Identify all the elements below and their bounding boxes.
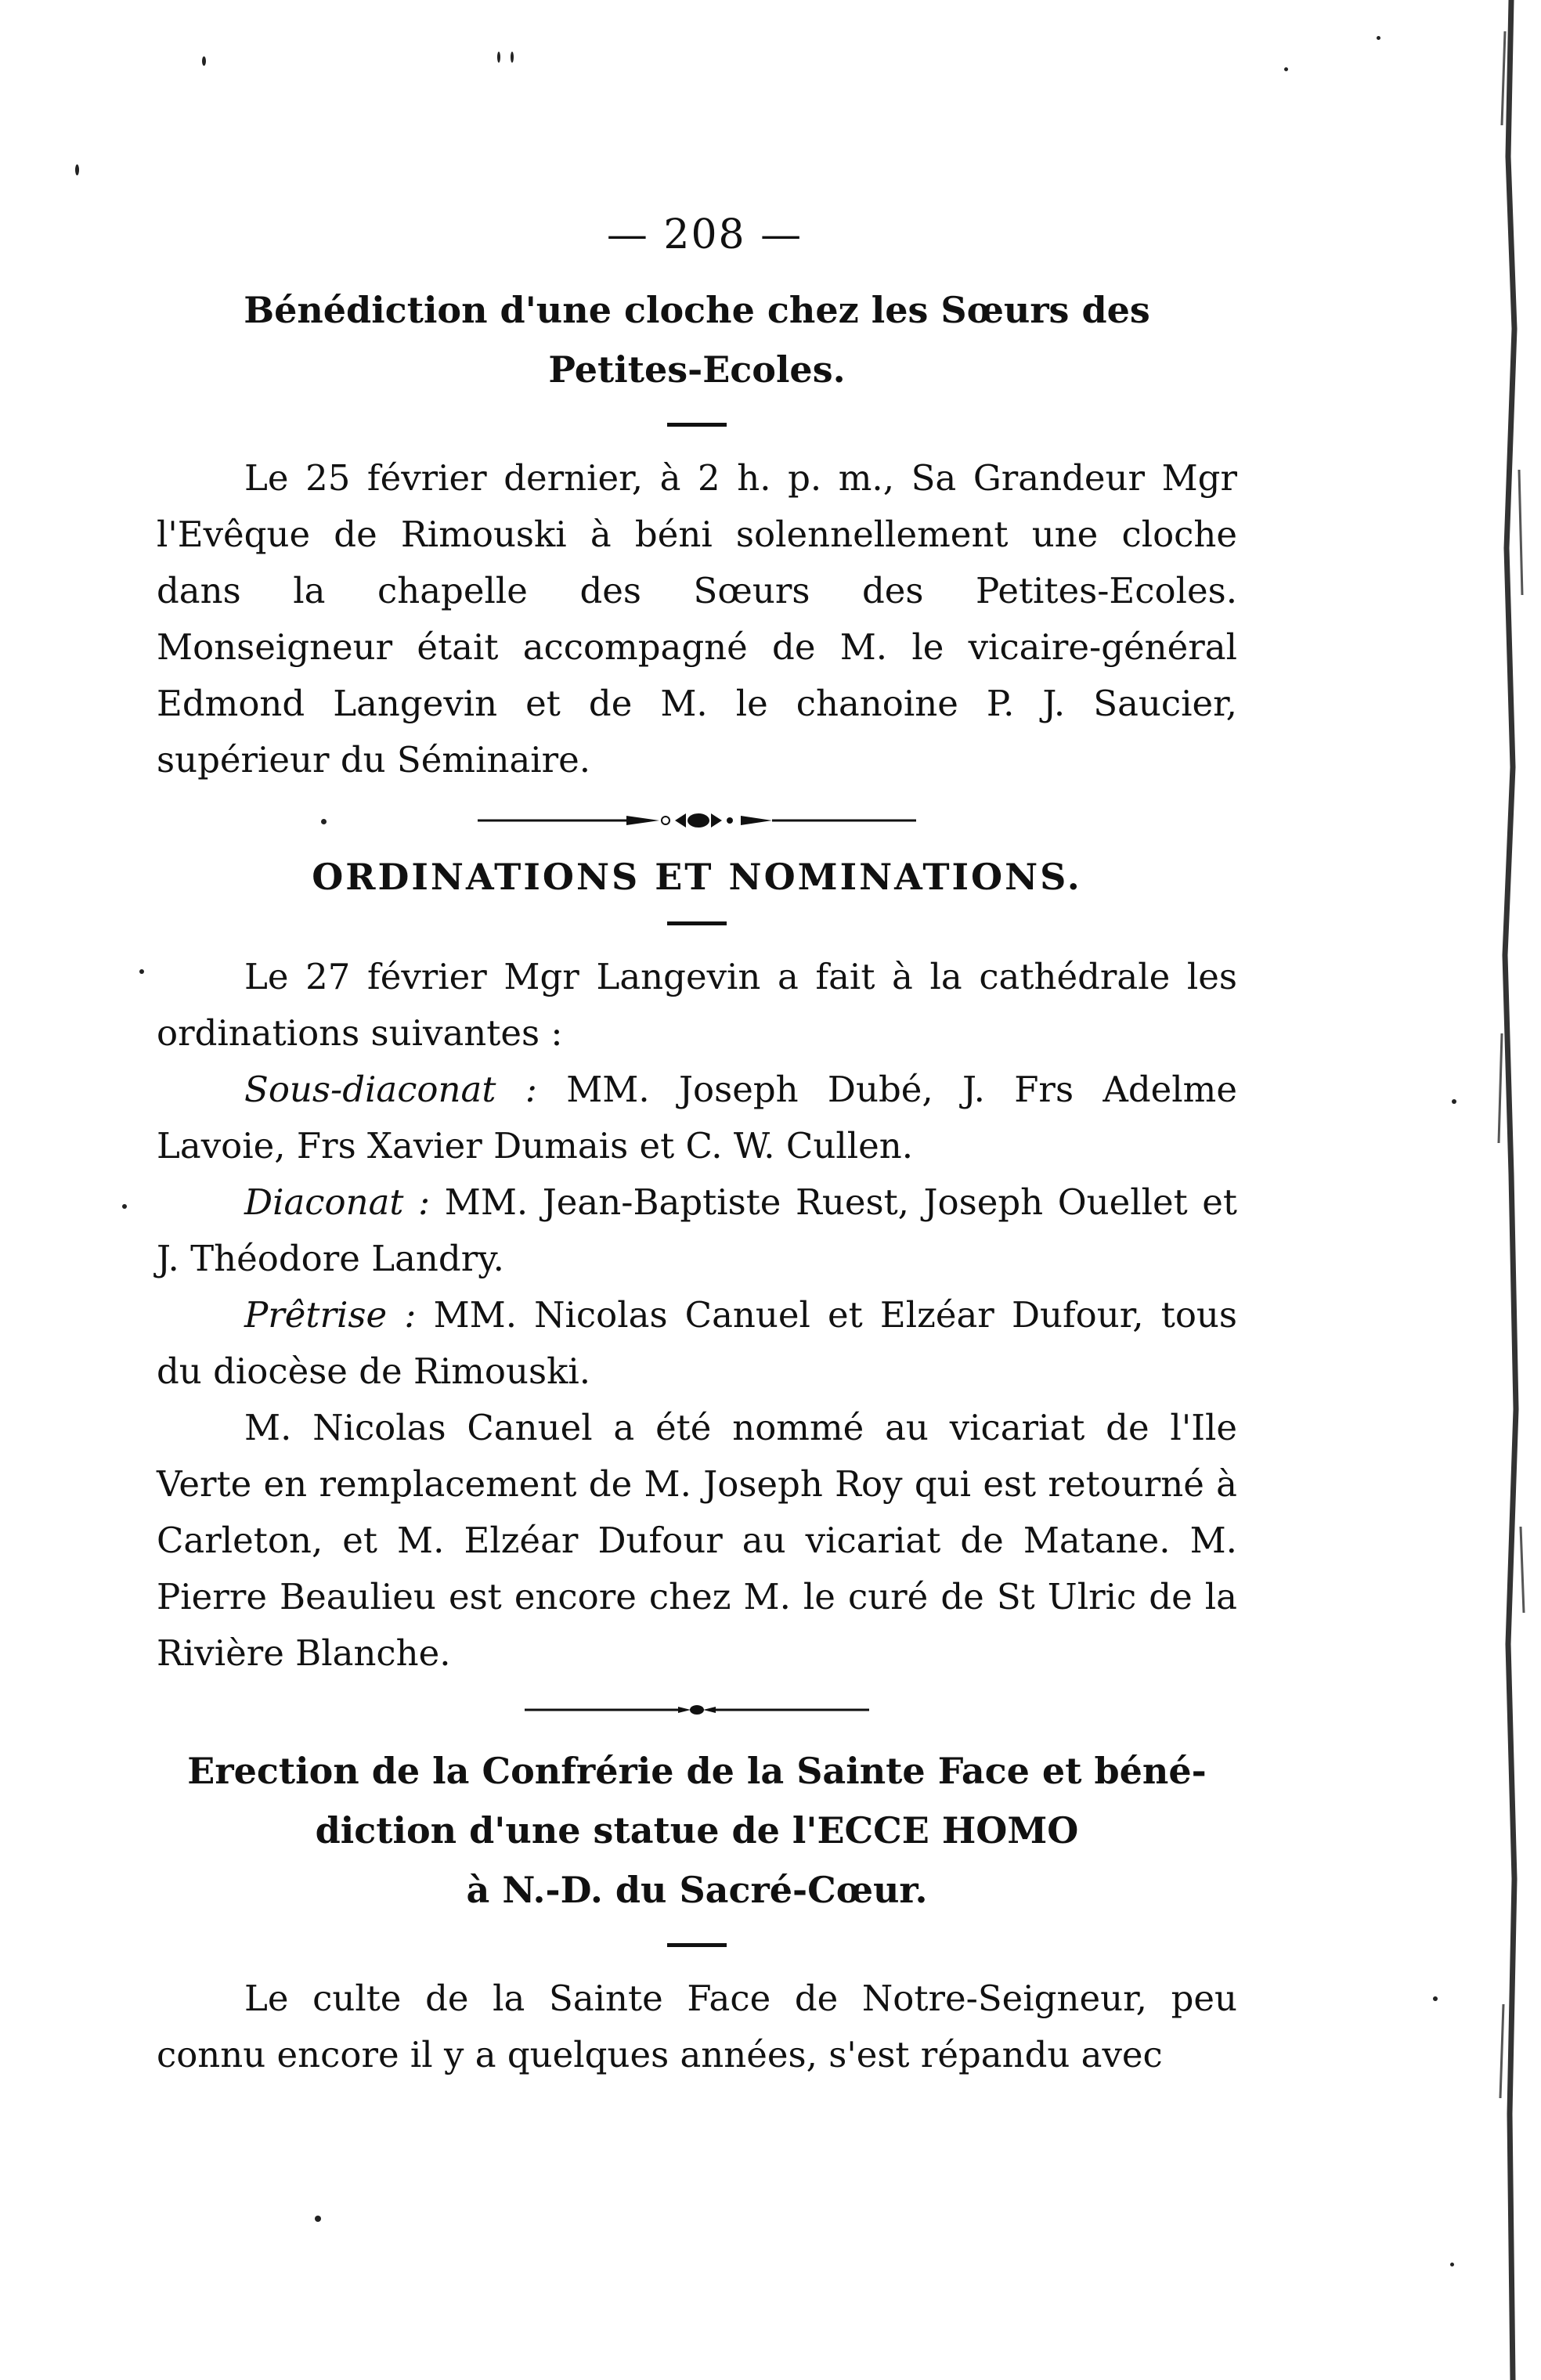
section-confrerie-title-line1: Erection de la Confrérie de la Sainte Face et béné- — [187, 1750, 1207, 1792]
section-confrerie-title-line3: à N.-D. du Sacré-Cœur. — [466, 1869, 928, 1911]
page-number-value: 208 — [663, 211, 746, 258]
scan-speck — [1450, 2263, 1454, 2266]
page-number: — 208 — — [606, 211, 803, 258]
nominations-paragraph: M. Nicolas Canuel a été nommé au vicariat de l'Ile Verte en remplacement de M. Joseph Roy qui est retourné à Carleton, et M. Elzéar Dufour au vicariat de Matane. M. Pierre Beaulieu est encore chez M. le curé de St Ulric de la Rivière Blanche. — [157, 1407, 1237, 1674]
pretrise-entry — [157, 1287, 1237, 1400]
section-confrerie — [157, 1741, 1237, 2083]
diaconat-text: MM. Jean-Baptiste Ruest, Joseph Ouellet et J. Théodore Landry. — [157, 1181, 1237, 1279]
section-confrerie-title-line2: diction d'une statue de l'ECCE HOMO — [315, 1809, 1079, 1852]
scan-speck — [1433, 1996, 1438, 2001]
ornamental-divider-small — [525, 1700, 869, 1719]
scan-speck — [139, 969, 144, 974]
diaconat-entry — [157, 1174, 1237, 1287]
scan-speck — [75, 164, 79, 175]
short-rule — [667, 1943, 727, 1947]
pretrise-label: Prêtrise : — [244, 1294, 417, 1336]
short-rule — [667, 423, 727, 427]
section-cloche — [157, 280, 1237, 788]
pretrise-text: MM. Nicolas Canuel et Elzéar Dufour, tous du diocèse de Rimouski. — [157, 1294, 1237, 1392]
text-column — [157, 211, 1237, 2083]
section-cloche-title-line2: Petites-Ecoles. — [548, 348, 846, 391]
scan-speck — [1377, 36, 1380, 40]
scan-speck — [122, 1204, 127, 1209]
scan-speck — [1284, 67, 1288, 71]
section-cloche-title-line1: Bénédiction d'une cloche chez les Sœurs des — [244, 289, 1150, 331]
ornamental-divider — [478, 807, 916, 834]
short-rule — [667, 921, 727, 925]
section-cloche-paragraph: Le 25 février dernier, à 2 h. p. m., Sa Grandeur Mgr l'Evêque de Rimouski à béni solennellement une cloche dans la chapelle des Sœurs des Petites-Ecoles. Monseigneur était accompagné de M. le vicaire-général Edmond Langevin et de M. le chanoine P. J. Saucier, supérieur du Séminaire. — [157, 457, 1237, 781]
ordinations-intro: Le 27 février Mgr Langevin a fait à la cathédrale les ordinations suivantes : — [157, 956, 1237, 1054]
sous-diaconat-entry — [157, 1062, 1237, 1174]
binding-edge — [1488, 0, 1528, 2380]
section-confrerie-paragraph: Le culte de la Sainte Face de Notre-Seigneur, peu connu encore il y a quelques années, s'est répandu avec — [157, 1978, 1237, 2075]
section-ordinations-title: ORDINATIONS ET NOMINATIONS. — [312, 856, 1082, 898]
diaconat-label: Diaconat : — [244, 1181, 431, 1223]
scan-speck — [497, 52, 500, 63]
scan-speck — [511, 52, 514, 63]
scan-speck — [315, 2216, 321, 2222]
scan-speck — [202, 56, 206, 66]
scan-speck — [1452, 1099, 1456, 1104]
sous-diaconat-label: Sous-diaconat : — [244, 1069, 537, 1110]
sous-diaconat-text: MM. Joseph Dubé, J. Frs Adelme Lavoie, Frs Xavier Dumais et C. W. Cullen. — [157, 1069, 1237, 1167]
section-ordinations — [157, 856, 1237, 1682]
